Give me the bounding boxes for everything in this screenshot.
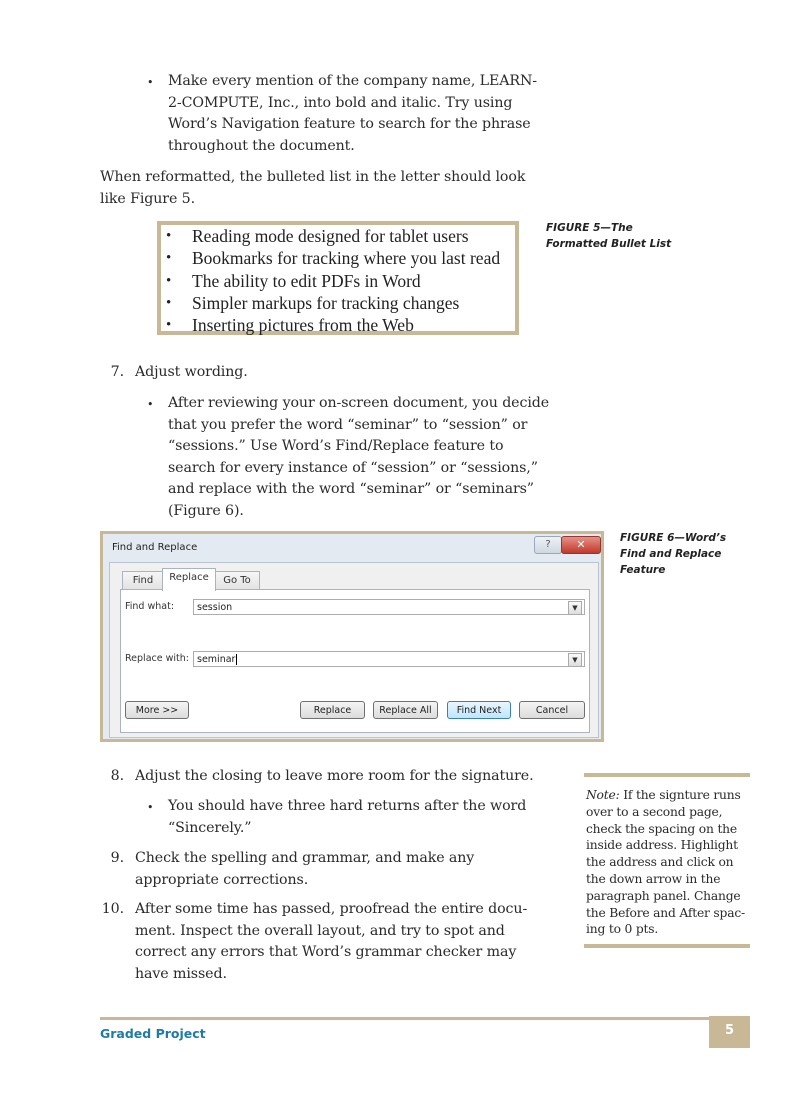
text-line: have missed. (135, 965, 227, 982)
lead-in-paragraph (100, 167, 570, 210)
text-line: “sessions.” Use Word’s Find/Replace feature to (168, 438, 504, 454)
text-line: When reformatted, the bulleted list in the letter should look (100, 169, 526, 185)
text-line: (Figure 6). (168, 502, 244, 519)
caption-line: Feature (620, 564, 666, 576)
caption-line: FIGURE 6—Word’s (620, 532, 727, 544)
tab-find[interactable]: Find (122, 571, 164, 590)
find-next-button[interactable]: Find Next (447, 701, 511, 719)
text-line: throughout the document. (168, 137, 355, 154)
note-box (584, 773, 750, 948)
close-button[interactable]: ✕ (561, 536, 601, 554)
tab-go-to[interactable]: Go To (214, 571, 260, 590)
replace-button[interactable]: Replace (300, 701, 365, 719)
text-line: Check the spelling and grammar, and make any (135, 850, 475, 866)
formatted-bullet-list (161, 225, 515, 336)
replace-with-value: seminar (197, 654, 236, 665)
intro-bullet-text (168, 71, 568, 157)
caption-line: Formatted Bullet List (546, 238, 672, 250)
step-number: 10. (101, 901, 124, 917)
cancel-button[interactable]: Cancel (519, 701, 585, 719)
step-number: 9. (110, 850, 124, 866)
step10-text (135, 899, 560, 985)
tab-replace[interactable]: Replace (162, 568, 216, 591)
dialog-title: Find and Replace (112, 542, 198, 553)
replace-with-input[interactable] (193, 651, 585, 667)
footer-title: Graded Project (100, 1026, 206, 1041)
note-text (586, 787, 750, 938)
text-line: “Sincerely.” (168, 819, 252, 836)
step9-text (135, 848, 560, 891)
find-what-label: Find what: (125, 601, 175, 612)
replace-with-label: Replace with: (125, 653, 189, 664)
footer-divider (100, 1017, 710, 1020)
caption-line: FIGURE 5—The (546, 222, 633, 234)
list-item: • Bookmarks for tracking where you last read (161, 247, 515, 269)
text-cursor (236, 654, 237, 665)
replace-all-button[interactable]: Replace All (373, 701, 438, 719)
text-line: After reviewing your on-screen document, you decide (168, 395, 550, 411)
chevron-down-icon[interactable]: ▼ (568, 653, 582, 667)
caption-line: Find and Replace (620, 548, 722, 560)
text-line: search for every instance of “session” or “sessions,” (168, 459, 538, 476)
step-text: Adjust the closing to leave more room for the signature. (135, 768, 534, 784)
step-number: 7. (110, 364, 124, 380)
text-line: Make every mention of the company name, LEARN- (168, 73, 537, 89)
chevron-down-icon[interactable]: ▼ (568, 601, 582, 615)
bullet-icon: • (147, 76, 154, 89)
list-item: • Reading mode designed for tablet users (161, 225, 515, 247)
figure-5-bullet-list (157, 221, 519, 335)
figure-5-caption (546, 220, 671, 252)
text-line: that you prefer the word “seminar” to “session” or (168, 416, 528, 433)
find-what-value: session (197, 602, 233, 613)
text-line: correct any errors that Word’s grammar checker may (135, 944, 517, 960)
find-what-input[interactable] (193, 599, 585, 615)
text-line: Word’s Navigation feature to search for the phrase (168, 116, 531, 132)
text-line: ment. Inspect the overall layout, and try to spot and (135, 922, 505, 939)
note-label: Note: (586, 788, 620, 802)
page-number: 5 (709, 1016, 750, 1048)
text-line: like Figure 5. (100, 190, 196, 207)
text-line: You should have three hard returns after the word (168, 798, 527, 814)
list-item: • Inserting pictures from the Web (161, 314, 515, 336)
list-item: • The ability to edit PDFs in Word (161, 270, 515, 292)
bullet-icon: • (147, 398, 154, 411)
note-body: If the signture runs over to a second page, check the spacing on the inside address. Highlight the address and click on the down arrow in the paragraph panel. Change the Before and After spac-ing to 0 pts. (586, 788, 745, 937)
find-replace-dialog (100, 531, 604, 742)
more-button[interactable]: More >> (125, 701, 189, 719)
step7-bullet-text (168, 393, 573, 522)
text-line: After some time has passed, proofread the entire docu- (135, 901, 528, 917)
step-number: 8. (110, 768, 124, 784)
step-text: Adjust wording. (135, 364, 248, 380)
text-line: and replace with the word “seminar” or “seminars” (168, 481, 534, 497)
list-item: • Simpler markups for tracking changes (161, 292, 515, 314)
step8-bullet-text (168, 796, 563, 839)
text-line: appropriate corrections. (135, 871, 309, 888)
help-button[interactable]: ? (534, 536, 562, 554)
figure-6-caption (620, 530, 726, 578)
bullet-icon: • (147, 801, 154, 814)
text-line: 2-COMPUTE, Inc., into bold and italic. Try using (168, 94, 513, 111)
